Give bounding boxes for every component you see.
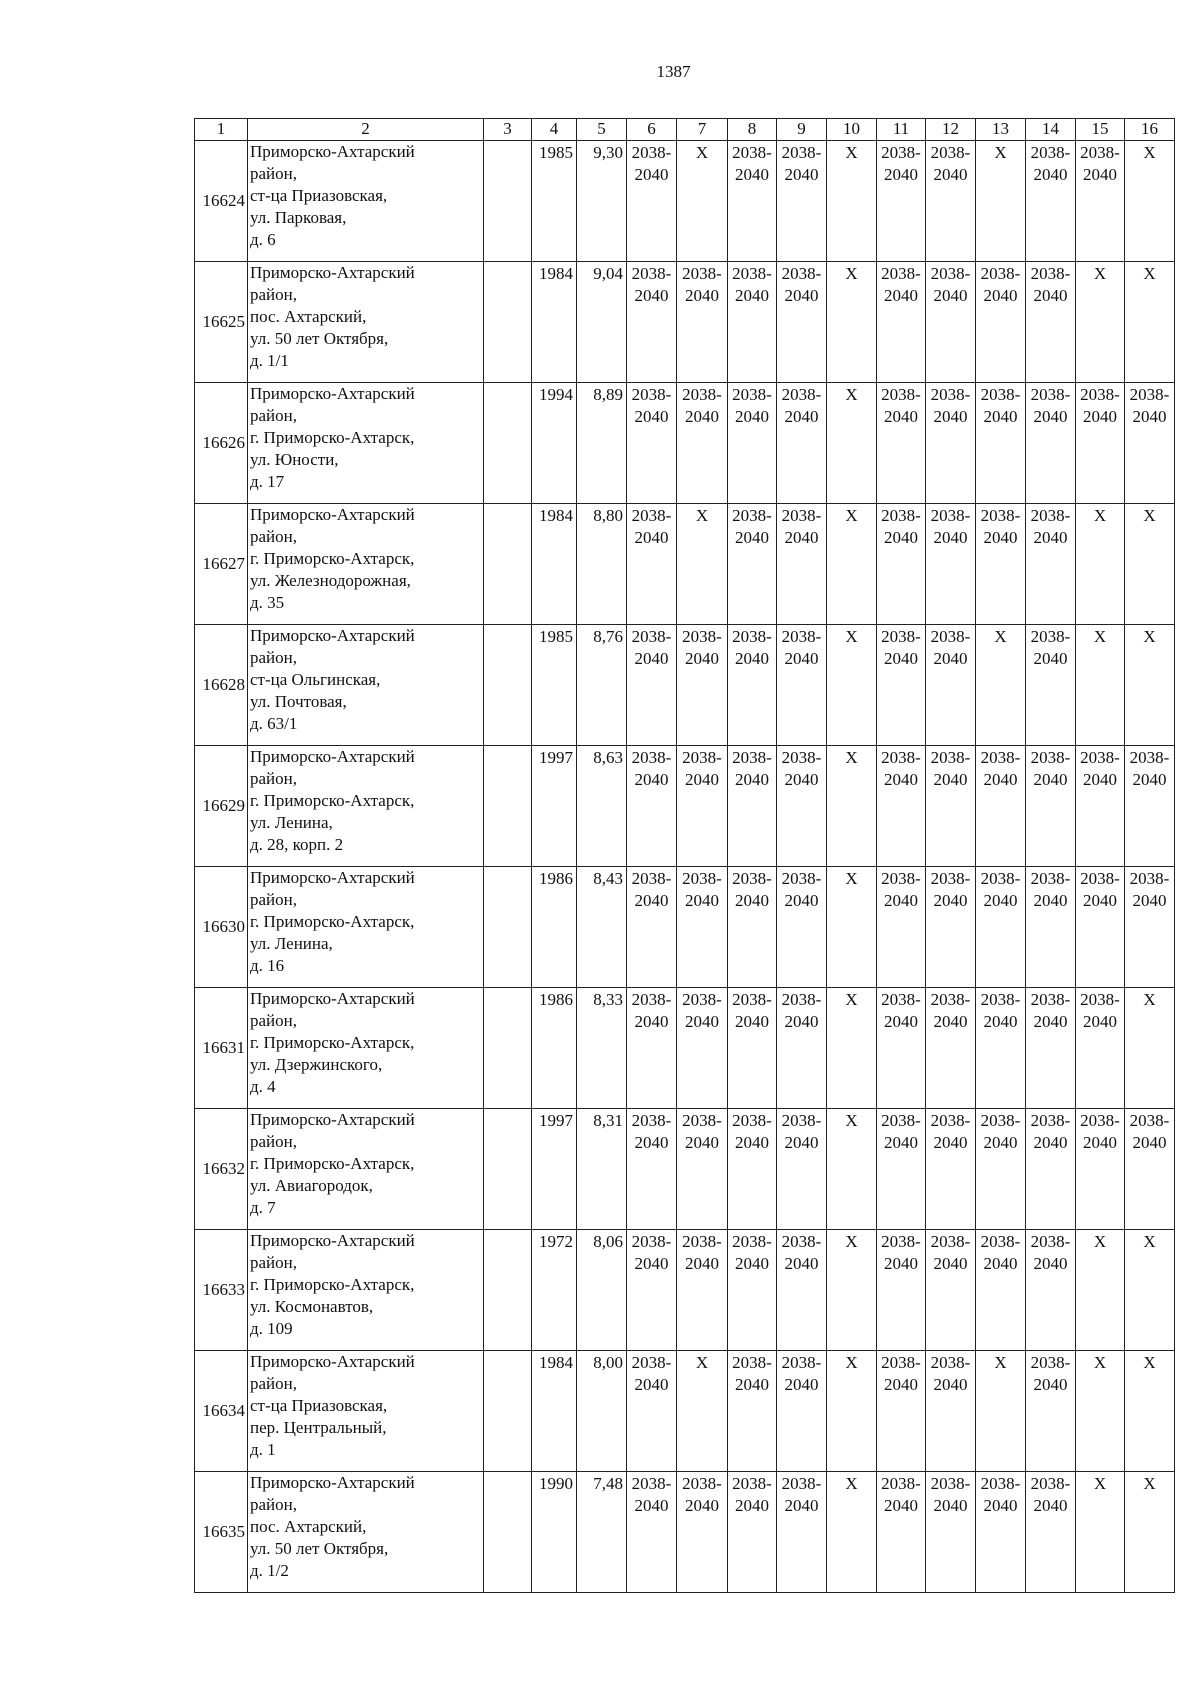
- address-line: ул. Авиагородок,: [250, 1176, 373, 1195]
- column-3-cell: [484, 262, 532, 383]
- period-cell: 2038- 2040: [926, 262, 976, 383]
- period-cell: 2038- 2040: [1125, 867, 1175, 988]
- period-cell: 2038- 2040: [728, 141, 777, 262]
- column-number-header: 1: [195, 119, 248, 141]
- period-cell: 2038- 2040: [1125, 383, 1175, 504]
- period-cell: 2038- 2040: [627, 1472, 677, 1593]
- address-line: ул. Ленина,: [250, 934, 333, 953]
- year-cell: 1984: [532, 504, 577, 625]
- period-cell: 2038- 2040: [1026, 1109, 1076, 1230]
- period-cell: 2038- 2040: [777, 1109, 827, 1230]
- period-cell: 2038- 2040: [877, 1230, 926, 1351]
- address-line: район,: [250, 1011, 297, 1030]
- period-cell: 2038- 2040: [627, 1230, 677, 1351]
- column-3-cell: [484, 1109, 532, 1230]
- period-cell: 2038- 2040: [877, 1351, 926, 1472]
- period-cell: X: [677, 504, 728, 625]
- period-cell: X: [827, 141, 877, 262]
- period-cell: 2038- 2040: [627, 383, 677, 504]
- address-line: г. Приморско-Ахтарск,: [250, 549, 415, 568]
- period-cell: X: [1076, 1351, 1125, 1472]
- address-line: ст-ца Ольгинская,: [250, 670, 381, 689]
- value-cell: 7,48: [577, 1472, 627, 1593]
- period-cell: 2038- 2040: [1026, 1351, 1076, 1472]
- page-number: 1387: [656, 62, 691, 81]
- address-line: район,: [250, 527, 297, 546]
- value-cell: 9,30: [577, 141, 627, 262]
- period-cell: 2038- 2040: [627, 746, 677, 867]
- row-number: 16630: [195, 867, 248, 988]
- address-line: г. Приморско-Ахтарск,: [250, 1033, 415, 1052]
- period-cell: 2038- 2040: [777, 1230, 827, 1351]
- column-3-cell: [484, 988, 532, 1109]
- address-line: ул. 50 лет Октября,: [250, 329, 389, 348]
- column-number-header: 16: [1125, 119, 1175, 141]
- period-cell: X: [827, 1351, 877, 1472]
- address-line: Приморско-Ахтарский: [250, 1110, 415, 1129]
- period-cell: 2038- 2040: [627, 141, 677, 262]
- period-cell: 2038- 2040: [1076, 1109, 1125, 1230]
- row-number: 16633: [195, 1230, 248, 1351]
- period-cell: X: [827, 1109, 877, 1230]
- period-cell: 2038- 2040: [1026, 867, 1076, 988]
- period-cell: 2038- 2040: [777, 746, 827, 867]
- value-cell: 8,76: [577, 625, 627, 746]
- address-line: пер. Центральный,: [250, 1418, 387, 1437]
- period-cell: X: [827, 988, 877, 1109]
- address-line: Приморско-Ахтарский: [250, 989, 415, 1008]
- period-cell: 2038- 2040: [976, 1230, 1026, 1351]
- column-number-header: 8: [728, 119, 777, 141]
- address-line: г. Приморско-Ахтарск,: [250, 428, 415, 447]
- period-cell: 2038- 2040: [1076, 383, 1125, 504]
- period-cell: X: [1125, 504, 1175, 625]
- value-cell: 8,80: [577, 504, 627, 625]
- period-cell: 2038- 2040: [877, 867, 926, 988]
- period-cell: X: [1125, 1472, 1175, 1593]
- period-cell: 2038- 2040: [777, 1472, 827, 1593]
- period-cell: X: [827, 625, 877, 746]
- period-cell: X: [827, 867, 877, 988]
- period-cell: 2038- 2040: [777, 504, 827, 625]
- column-3-cell: [484, 141, 532, 262]
- value-cell: 8,00: [577, 1351, 627, 1472]
- address-line: район,: [250, 890, 297, 909]
- period-cell: X: [677, 1351, 728, 1472]
- column-3-cell: [484, 867, 532, 988]
- year-cell: 1985: [532, 625, 577, 746]
- period-cell: 2038- 2040: [677, 988, 728, 1109]
- address-line: район,: [250, 285, 297, 304]
- period-cell: 2038- 2040: [677, 1230, 728, 1351]
- period-cell: 2038- 2040: [627, 1351, 677, 1472]
- address-line: д. 109: [250, 1319, 293, 1338]
- address-line: д. 17: [250, 472, 285, 491]
- period-cell: 2038- 2040: [777, 988, 827, 1109]
- period-cell: X: [1076, 1230, 1125, 1351]
- address-line: ул. Дзержинского,: [250, 1055, 383, 1074]
- period-cell: X: [1125, 1351, 1175, 1472]
- period-cell: X: [827, 1230, 877, 1351]
- period-cell: 2038- 2040: [777, 141, 827, 262]
- period-cell: 2038- 2040: [627, 625, 677, 746]
- row-number: 16632: [195, 1109, 248, 1230]
- period-cell: X: [976, 1351, 1026, 1472]
- address-line: район,: [250, 1253, 297, 1272]
- year-cell: 1972: [532, 1230, 577, 1351]
- column-number-header: 15: [1076, 119, 1125, 141]
- address-cell: [248, 746, 484, 867]
- column-3-cell: [484, 504, 532, 625]
- period-cell: 2038- 2040: [926, 625, 976, 746]
- address-line: г. Приморско-Ахтарск,: [250, 1275, 415, 1294]
- column-number-header: 6: [627, 119, 677, 141]
- period-cell: 2038- 2040: [926, 383, 976, 504]
- value-cell: 8,31: [577, 1109, 627, 1230]
- year-cell: 1984: [532, 262, 577, 383]
- address-line: район,: [250, 1374, 297, 1393]
- value-cell: 8,89: [577, 383, 627, 504]
- period-cell: 2038- 2040: [777, 867, 827, 988]
- period-cell: 2038- 2040: [1076, 988, 1125, 1109]
- period-cell: 2038- 2040: [677, 262, 728, 383]
- address-line: Приморско-Ахтарский: [250, 626, 415, 645]
- period-cell: 2038- 2040: [627, 1109, 677, 1230]
- period-cell: 2038- 2040: [1026, 504, 1076, 625]
- period-cell: 2038- 2040: [877, 746, 926, 867]
- address-line: Приморско-Ахтарский: [250, 747, 415, 766]
- period-cell: 2038- 2040: [728, 383, 777, 504]
- period-cell: 2038- 2040: [926, 1351, 976, 1472]
- address-line: пос. Ахтарский,: [250, 307, 367, 326]
- address-line: район,: [250, 164, 297, 183]
- period-cell: 2038- 2040: [877, 262, 926, 383]
- period-cell: 2038- 2040: [777, 1351, 827, 1472]
- period-cell: 2038- 2040: [677, 1109, 728, 1230]
- address-line: ст-ца Приазовская,: [250, 1396, 388, 1415]
- period-cell: 2038- 2040: [1125, 746, 1175, 867]
- address-line: ул. 50 лет Октября,: [250, 1539, 389, 1558]
- address-line: Приморско-Ахтарский: [250, 263, 415, 282]
- period-cell: 2038- 2040: [976, 988, 1026, 1109]
- address-line: д. 1/1: [250, 351, 289, 370]
- period-cell: 2038- 2040: [777, 262, 827, 383]
- period-cell: 2038- 2040: [1026, 988, 1076, 1109]
- period-cell: 2038- 2040: [976, 1472, 1026, 1593]
- period-cell: X: [1125, 262, 1175, 383]
- period-cell: X: [976, 625, 1026, 746]
- table-row: [195, 504, 1175, 625]
- period-cell: X: [976, 141, 1026, 262]
- period-cell: 2038- 2040: [926, 1472, 976, 1593]
- table-row: [195, 262, 1175, 383]
- address-cell: [248, 1230, 484, 1351]
- table-row: [195, 867, 1175, 988]
- year-cell: 1994: [532, 383, 577, 504]
- period-cell: 2038- 2040: [677, 1472, 728, 1593]
- period-cell: X: [827, 746, 877, 867]
- address-line: пос. Ахтарский,: [250, 1517, 367, 1536]
- address-line: д. 28, корп. 2: [250, 835, 344, 854]
- row-number: 16628: [195, 625, 248, 746]
- year-cell: 1986: [532, 867, 577, 988]
- value-cell: 8,43: [577, 867, 627, 988]
- address-cell: [248, 988, 484, 1109]
- row-number: 16625: [195, 262, 248, 383]
- period-cell: 2038- 2040: [728, 1109, 777, 1230]
- column-number-header: 5: [577, 119, 627, 141]
- address-line: район,: [250, 1132, 297, 1151]
- period-cell: 2038- 2040: [777, 383, 827, 504]
- row-number: 16631: [195, 988, 248, 1109]
- table-row: [195, 1472, 1175, 1593]
- address-cell: [248, 867, 484, 988]
- housing-register-table: [194, 118, 1175, 1593]
- address-cell: [248, 141, 484, 262]
- period-cell: 2038- 2040: [677, 867, 728, 988]
- table-row: [195, 1109, 1175, 1230]
- period-cell: X: [1125, 625, 1175, 746]
- year-cell: 1986: [532, 988, 577, 1109]
- address-line: д. 1/2: [250, 1561, 289, 1580]
- period-cell: X: [827, 1472, 877, 1593]
- period-cell: 2038- 2040: [877, 504, 926, 625]
- period-cell: X: [677, 141, 728, 262]
- period-cell: 2038- 2040: [877, 988, 926, 1109]
- column-3-cell: [484, 1351, 532, 1472]
- period-cell: 2038- 2040: [677, 383, 728, 504]
- address-line: ст-ца Приазовская,: [250, 186, 388, 205]
- address-line: Приморско-Ахтарский: [250, 142, 415, 161]
- period-cell: 2038- 2040: [976, 746, 1026, 867]
- table-row: [195, 988, 1175, 1109]
- period-cell: 2038- 2040: [677, 625, 728, 746]
- period-cell: 2038- 2040: [976, 383, 1026, 504]
- column-number-header: 2: [248, 119, 484, 141]
- address-line: ул. Железнодорожная,: [250, 571, 411, 590]
- period-cell: 2038- 2040: [877, 1109, 926, 1230]
- period-cell: 2038- 2040: [728, 625, 777, 746]
- address-line: Приморско-Ахтарский: [250, 1352, 415, 1371]
- address-line: д. 16: [250, 956, 285, 975]
- period-cell: 2038- 2040: [976, 867, 1026, 988]
- year-cell: 1985: [532, 141, 577, 262]
- period-cell: X: [1125, 988, 1175, 1109]
- period-cell: 2038- 2040: [926, 1109, 976, 1230]
- column-number-header: 14: [1026, 119, 1076, 141]
- column-3-cell: [484, 383, 532, 504]
- period-cell: X: [827, 383, 877, 504]
- address-line: Приморско-Ахтарский: [250, 1231, 415, 1250]
- period-cell: 2038- 2040: [926, 1230, 976, 1351]
- period-cell: 2038- 2040: [1026, 1472, 1076, 1593]
- period-cell: 2038- 2040: [1026, 1230, 1076, 1351]
- period-cell: 2038- 2040: [777, 625, 827, 746]
- column-number-header: 11: [877, 119, 926, 141]
- period-cell: 2038- 2040: [728, 504, 777, 625]
- address-line: г. Приморско-Ахтарск,: [250, 1154, 415, 1173]
- period-cell: X: [827, 504, 877, 625]
- year-cell: 1990: [532, 1472, 577, 1593]
- address-line: д. 35: [250, 593, 285, 612]
- period-cell: 2038- 2040: [1125, 1109, 1175, 1230]
- address-line: д. 6: [250, 230, 276, 249]
- table-row: [195, 746, 1175, 867]
- address-line: район,: [250, 648, 297, 667]
- period-cell: 2038- 2040: [1026, 141, 1076, 262]
- period-cell: X: [1125, 1230, 1175, 1351]
- period-cell: 2038- 2040: [926, 988, 976, 1109]
- address-line: Приморско-Ахтарский: [250, 384, 415, 403]
- period-cell: 2038- 2040: [1026, 262, 1076, 383]
- period-cell: 2038- 2040: [877, 383, 926, 504]
- row-number: 16626: [195, 383, 248, 504]
- period-cell: X: [827, 262, 877, 383]
- row-number: 16629: [195, 746, 248, 867]
- column-number-header: 9: [777, 119, 827, 141]
- address-line: ул. Ленина,: [250, 813, 333, 832]
- period-cell: 2038- 2040: [728, 1230, 777, 1351]
- address-cell: [248, 504, 484, 625]
- address-cell: [248, 262, 484, 383]
- address-line: д. 4: [250, 1077, 276, 1096]
- year-cell: 1997: [532, 746, 577, 867]
- address-line: д. 63/1: [250, 714, 298, 733]
- period-cell: 2038- 2040: [1026, 746, 1076, 867]
- period-cell: X: [1125, 141, 1175, 262]
- address-cell: [248, 1351, 484, 1472]
- row-number: 16624: [195, 141, 248, 262]
- period-cell: 2038- 2040: [1076, 141, 1125, 262]
- address-line: район,: [250, 769, 297, 788]
- period-cell: 2038- 2040: [976, 1109, 1026, 1230]
- column-3-cell: [484, 625, 532, 746]
- row-number: 16634: [195, 1351, 248, 1472]
- address-line: ул. Почтовая,: [250, 692, 347, 711]
- address-cell: [248, 383, 484, 504]
- period-cell: 2038- 2040: [926, 141, 976, 262]
- column-3-cell: [484, 1230, 532, 1351]
- period-cell: 2038- 2040: [1076, 746, 1125, 867]
- address-line: Приморско-Ахтарский: [250, 868, 415, 887]
- value-cell: 8,63: [577, 746, 627, 867]
- value-cell: 8,06: [577, 1230, 627, 1351]
- period-cell: 2038- 2040: [1076, 867, 1125, 988]
- table-row: [195, 141, 1175, 262]
- value-cell: 8,33: [577, 988, 627, 1109]
- period-cell: 2038- 2040: [877, 1472, 926, 1593]
- period-cell: 2038- 2040: [926, 867, 976, 988]
- address-line: Приморско-Ахтарский: [250, 1473, 415, 1492]
- column-number-header: 13: [976, 119, 1026, 141]
- address-line: г. Приморско-Ахтарск,: [250, 791, 415, 810]
- address-line: ул. Космонавтов,: [250, 1297, 374, 1316]
- column-number-header: 10: [827, 119, 877, 141]
- period-cell: 2038- 2040: [976, 504, 1026, 625]
- period-cell: 2038- 2040: [728, 1472, 777, 1593]
- period-cell: 2038- 2040: [926, 504, 976, 625]
- period-cell: 2038- 2040: [627, 504, 677, 625]
- column-number-header: 12: [926, 119, 976, 141]
- address-line: д. 1: [250, 1440, 276, 1459]
- row-number: 16635: [195, 1472, 248, 1593]
- period-cell: X: [1076, 262, 1125, 383]
- table-row: [195, 1351, 1175, 1472]
- row-number: 16627: [195, 504, 248, 625]
- address-cell: [248, 625, 484, 746]
- address-line: г. Приморско-Ахтарск,: [250, 912, 415, 931]
- table-row: [195, 1230, 1175, 1351]
- address-line: район,: [250, 1495, 297, 1514]
- column-number-header: 4: [532, 119, 577, 141]
- address-line: район,: [250, 406, 297, 425]
- period-cell: X: [1076, 1472, 1125, 1593]
- value-cell: 9,04: [577, 262, 627, 383]
- period-cell: 2038- 2040: [728, 746, 777, 867]
- year-cell: 1984: [532, 1351, 577, 1472]
- table-row: [195, 625, 1175, 746]
- period-cell: 2038- 2040: [728, 262, 777, 383]
- period-cell: 2038- 2040: [728, 1351, 777, 1472]
- column-number-header: 3: [484, 119, 532, 141]
- address-cell: [248, 1109, 484, 1230]
- period-cell: 2038- 2040: [877, 625, 926, 746]
- year-cell: 1997: [532, 1109, 577, 1230]
- address-line: ул. Парковая,: [250, 208, 347, 227]
- table-row: [195, 383, 1175, 504]
- period-cell: 2038- 2040: [627, 262, 677, 383]
- address-line: Приморско-Ахтарский: [250, 505, 415, 524]
- address-line: ул. Юности,: [250, 450, 339, 469]
- period-cell: 2038- 2040: [877, 141, 926, 262]
- period-cell: 2038- 2040: [1026, 383, 1076, 504]
- period-cell: 2038- 2040: [677, 746, 728, 867]
- period-cell: 2038- 2040: [728, 988, 777, 1109]
- column-number-header-row: [195, 119, 1175, 141]
- period-cell: 2038- 2040: [627, 988, 677, 1109]
- address-line: д. 7: [250, 1198, 276, 1217]
- address-cell: [248, 1472, 484, 1593]
- period-cell: X: [1076, 625, 1125, 746]
- column-number-header: 7: [677, 119, 728, 141]
- period-cell: X: [1076, 504, 1125, 625]
- period-cell: 2038- 2040: [1026, 625, 1076, 746]
- period-cell: 2038- 2040: [728, 867, 777, 988]
- period-cell: 2038- 2040: [926, 746, 976, 867]
- column-3-cell: [484, 1472, 532, 1593]
- column-3-cell: [484, 746, 532, 867]
- period-cell: 2038- 2040: [976, 262, 1026, 383]
- period-cell: 2038- 2040: [627, 867, 677, 988]
